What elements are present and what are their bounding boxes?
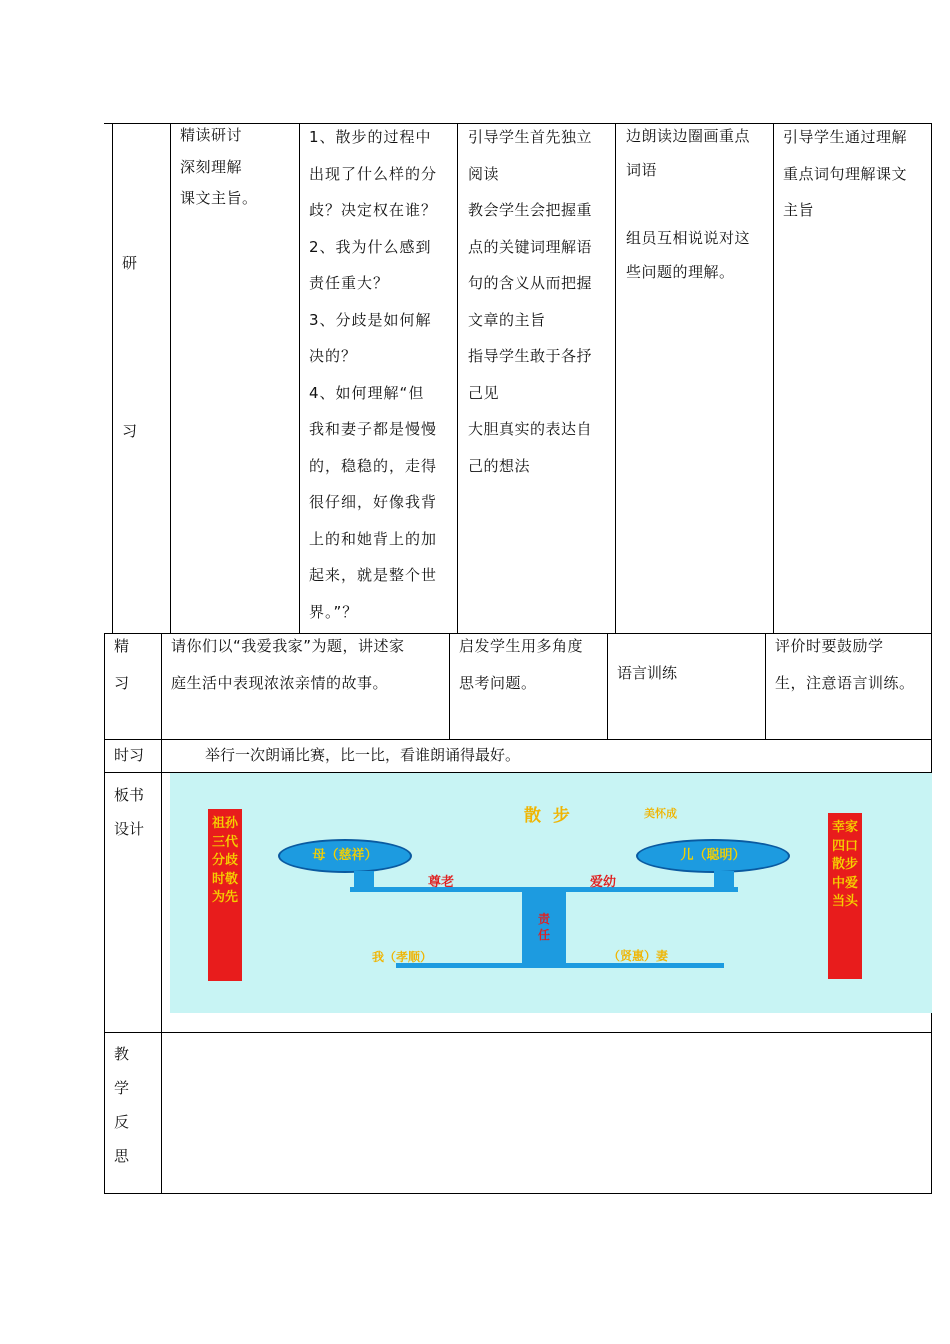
top-row-right-border — [931, 123, 932, 633]
base-left-text: 我（孝顺） — [372, 950, 433, 964]
left-banner: 祖孙三代分歧时敬为先 — [208, 809, 242, 981]
timed-label: 时习 — [114, 746, 145, 764]
research-label-bottom: 习 — [122, 422, 138, 440]
top-col-divider-2 — [299, 123, 300, 633]
practice-label: 精 习 — [114, 637, 130, 692]
top-col-divider-1 — [170, 123, 171, 633]
practice-col-divider-3 — [765, 633, 766, 739]
board-design-diagram — [170, 773, 932, 1013]
research-teacher-activity: 引导学生首先独立 阅读 教会学生会把握重 点的关键词理解语 句的含义从而把握 文章的主旨 指导学生敢于各抒 己见 大胆真实的表达自 己的想法 — [468, 128, 593, 475]
practice-teacher-activity: 启发学生用多角度 思考问题。 — [459, 637, 584, 692]
top-row-left-border — [112, 123, 113, 633]
practice-student-activity: 语言训练 — [617, 664, 678, 682]
timed-text: 举行一次朗诵比赛，比一比，看谁朗诵得最好。 — [205, 746, 521, 764]
reflection-content-area[interactable] — [162, 1033, 931, 1193]
top-col-divider-4 — [615, 123, 616, 633]
beam-left-text: 尊老 — [428, 875, 455, 890]
table-bottom-border — [104, 1193, 932, 1194]
research-label-top: 研 — [122, 254, 138, 272]
board-title: 散 步 — [524, 806, 570, 826]
board-label: 板书 设计 — [114, 786, 145, 838]
pillar-text: 责任 — [537, 912, 550, 942]
research-design-intent: 引导学生通过理解 重点词句理解课文 主旨 — [783, 128, 908, 219]
oval-mother: 母（慈祥） — [278, 839, 412, 873]
board-title-side: 美怀成 — [644, 807, 677, 820]
balance-base — [396, 963, 724, 968]
beam-right-text: 爱幼 — [590, 875, 617, 890]
reflection-label: 教 学 反 思 — [114, 1045, 130, 1165]
right-banner: 幸家四口散步中爱当头 — [828, 813, 862, 979]
top-col-divider-3 — [457, 123, 458, 633]
research-questions: 1、散步的过程中 出现了什么样的分 歧？决定权在谁？ 2、我为什么感到 责任重大？ 3、分歧是如何解 决的？ 4、如何理解“但 我和妻子都是慢慢 的，稳稳的，走得 很仔细，好像我背 上的和她背上的加 起来，就是整个世 界。”？ — [309, 128, 438, 621]
oval-son: 儿（聪明） — [636, 839, 790, 873]
spacer — [626, 187, 750, 221]
practice-col-divider-1 — [449, 633, 450, 739]
bottom-left-border — [104, 633, 105, 1194]
practice-design-intent: 评价时要鼓励学 生，注意语言训练。 — [775, 637, 915, 692]
timed-row-top-border — [104, 739, 932, 740]
research-student-activity: 边朗读边圈画重点 词语 组员互相说说对这 些问题的理解。 — [626, 127, 751, 281]
research-goal: 精读研讨 深刻理解 课文主旨。 — [180, 126, 258, 207]
practice-task: 请你们以“我爱我家”为题，讲述家 庭生活中表现浓浓亲情的故事。 — [171, 637, 405, 692]
top-col-divider-5 — [773, 123, 774, 633]
base-right-text: （贤惠）妻 — [608, 949, 669, 963]
practice-col-divider-2 — [607, 633, 608, 739]
